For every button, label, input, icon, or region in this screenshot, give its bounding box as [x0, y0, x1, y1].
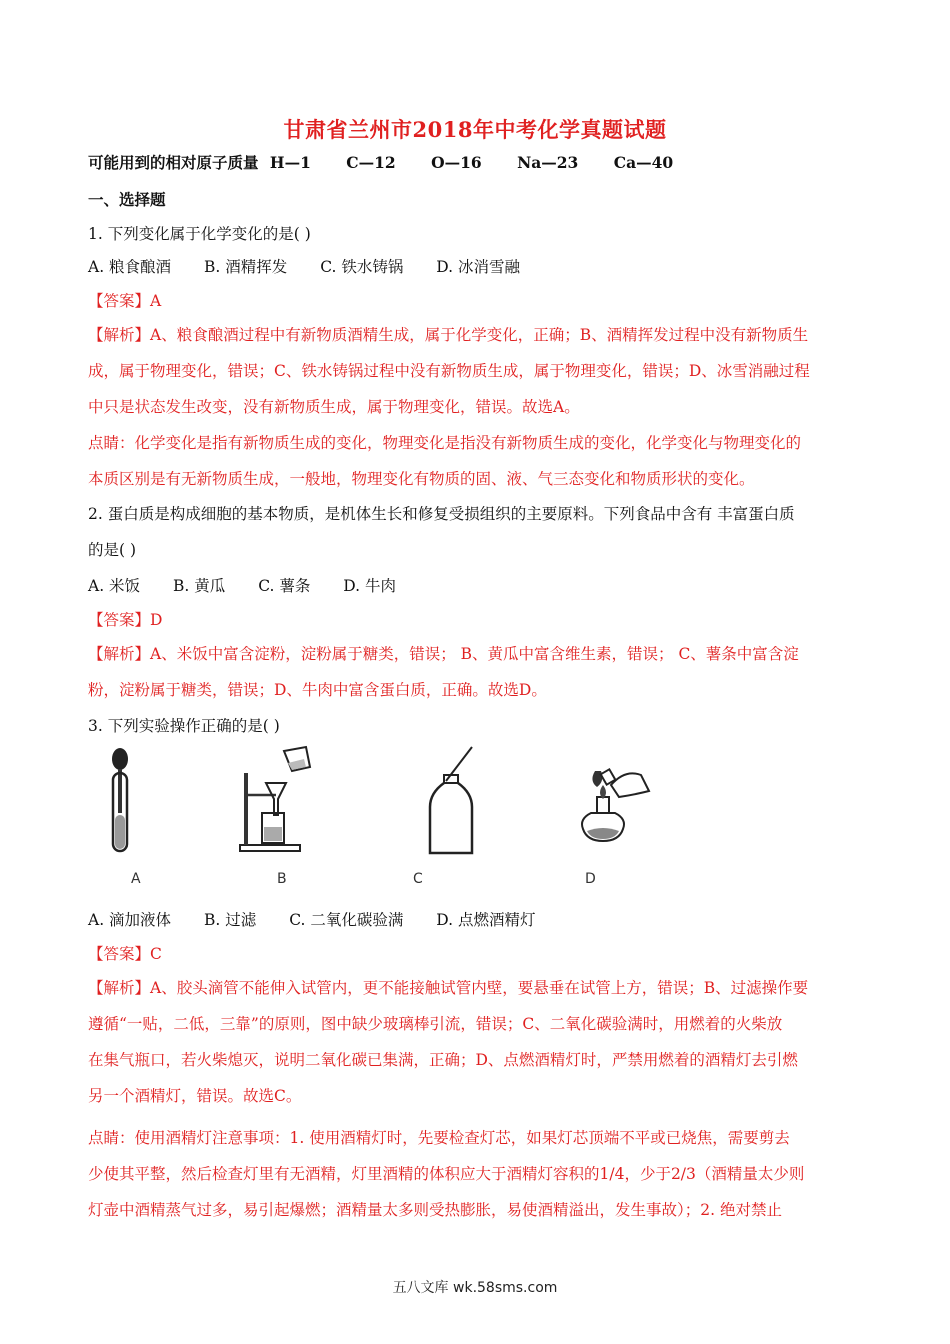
atomic-mass-item: H—1 — [269, 153, 311, 172]
q1-analysis-line: 成，属于物理变化，错误；C、铁水铸锅过程中没有新物质生成，属于物理变化，错误；D、冰雪消融过程 — [88, 362, 810, 380]
q3-stem: 3. 下列实验操作正确的是( ) — [88, 717, 280, 735]
q2-stem-line: 的是( ) — [88, 541, 137, 559]
page-title: 甘肃省兰州市2018年中考化学真题试题 — [283, 117, 667, 142]
atomic-mass-item: C—12 — [346, 153, 396, 172]
q1-comment-line: 点睛：化学变化是指有新物质生成的变化，物理变化是指没有新物质生成的变化，化学变化与物理变化的 — [88, 434, 802, 452]
section-heading: 一、选择题 — [88, 190, 166, 209]
atomic-mass-label: 可能用到的相对原子质量 — [88, 153, 259, 172]
q1-stem: 1. 下列变化属于化学变化的是( ) — [88, 225, 311, 243]
q3-option: A. 滴加液体 — [88, 911, 172, 929]
atomic-mass-item: O—16 — [431, 153, 482, 172]
atomic-mass-item: Ca—40 — [613, 153, 674, 172]
q3-analysis-line: 遵循“一贴，二低，三靠”的原则，图中缺少玻璃棒引流，错误；C、二氧化碳验满时，用燃着的火柴放 — [88, 1015, 783, 1033]
q2-analysis-line: 【解析】A、米饭中富含淀粉，淀粉属于糖类，错误； B、黄瓜中富含维生素，错误； C、薯条中富含淀 — [88, 645, 799, 663]
q3-figures — [100, 745, 660, 895]
q1-analysis-line: 中只是状态发生改变，没有新物质生成，属于物理变化，错误。故选A。 — [88, 398, 580, 416]
q3-analysis-line: 【解析】A、胶头滴管不能伸入试管内，更不能接触试管内壁，要悬垂在试管上方，错误；B、过滤操作要 — [88, 979, 809, 997]
q3-comment-line: 少使其平整，然后检查灯里有无酒精，灯里酒精的体积应大于酒精灯容积的1/4，少于2/3（酒精量太少则 — [88, 1165, 805, 1183]
q1-option: A. 粮食酿酒 — [88, 258, 172, 276]
q3-options — [88, 910, 863, 930]
q2-option: D. 牛肉 — [343, 577, 397, 595]
q1-options — [88, 257, 863, 277]
q3-option: C. 二氧化碳验满 — [289, 911, 404, 929]
q1-option: D. 冰消雪融 — [436, 258, 521, 276]
q2-option: B. 黄瓜 — [173, 577, 226, 595]
figure-label-d: D — [585, 871, 596, 887]
atomic-mass-item: Na—23 — [517, 153, 579, 172]
q2-option: C. 薯条 — [258, 577, 311, 595]
q3-analysis-line: 另一个酒精灯，错误。故选C。 — [88, 1087, 302, 1105]
q2-stem-line: 2. 蛋白质是构成细胞的基本物质，是机体生长和修复受损组织的主要原料。下列食品中含有 丰富蛋白质 — [88, 505, 795, 523]
q3-comment-line: 灯壶中酒精蒸气过多，易引起爆燃；酒精量太多则受热膨胀，易使酒精溢出，发生事故）；2. 绝对禁止 — [88, 1201, 782, 1219]
q3-comment-line: 点睛：使用酒精灯注意事项：1. 使用酒精灯时，先要检查灯芯，如果灯芯顶端不平或已烧焦，需要剪去 — [88, 1129, 790, 1147]
q1-analysis-line: 【解析】A、粮食酿酒过程中有新物质酒精生成，属于化学变化，正确；B、酒精挥发过程中没有新物质生 — [88, 326, 809, 344]
figure-a-dropper — [100, 745, 140, 869]
q2-options — [88, 576, 863, 596]
q3-option: D. 点燃酒精灯 — [436, 911, 536, 929]
q1-option: B. 酒精挥发 — [204, 258, 288, 276]
q1-comment-line: 本质区别是有无新物质生成，一般地，物理变化有物质的固、液、气三态变化和物质形状的变化。 — [88, 470, 755, 488]
figure-c-gas-bottle — [420, 745, 490, 869]
figure-d-alcohol-lamps — [575, 745, 665, 869]
figure-b-filtration — [238, 745, 318, 869]
footer-watermark[interactable]: 五八文库 wk.58sms.com — [392, 1280, 558, 1296]
q1-option: C. 铁水铸锅 — [320, 258, 404, 276]
q1-answer: 【答案】A — [88, 292, 162, 310]
q3-analysis-line: 在集气瓶口，若火柴熄灭，说明二氧化碳已集满，正确；D、点燃酒精灯时，严禁用燃着的酒精灯去引燃 — [88, 1051, 798, 1069]
q2-analysis-line: 粉，淀粉属于糖类，错误；D、牛肉中富含蛋白质，正确。故选D。 — [88, 681, 547, 699]
q3-answer: 【答案】C — [88, 945, 162, 963]
figure-label-c: C — [413, 871, 423, 887]
figure-label-a: A — [131, 871, 141, 887]
q3-option: B. 过滤 — [204, 911, 257, 929]
q2-option: A. 米饭 — [88, 577, 141, 595]
figure-label-b: B — [277, 871, 287, 887]
atomic-mass-line — [88, 153, 863, 173]
q2-answer: 【答案】D — [88, 611, 163, 629]
